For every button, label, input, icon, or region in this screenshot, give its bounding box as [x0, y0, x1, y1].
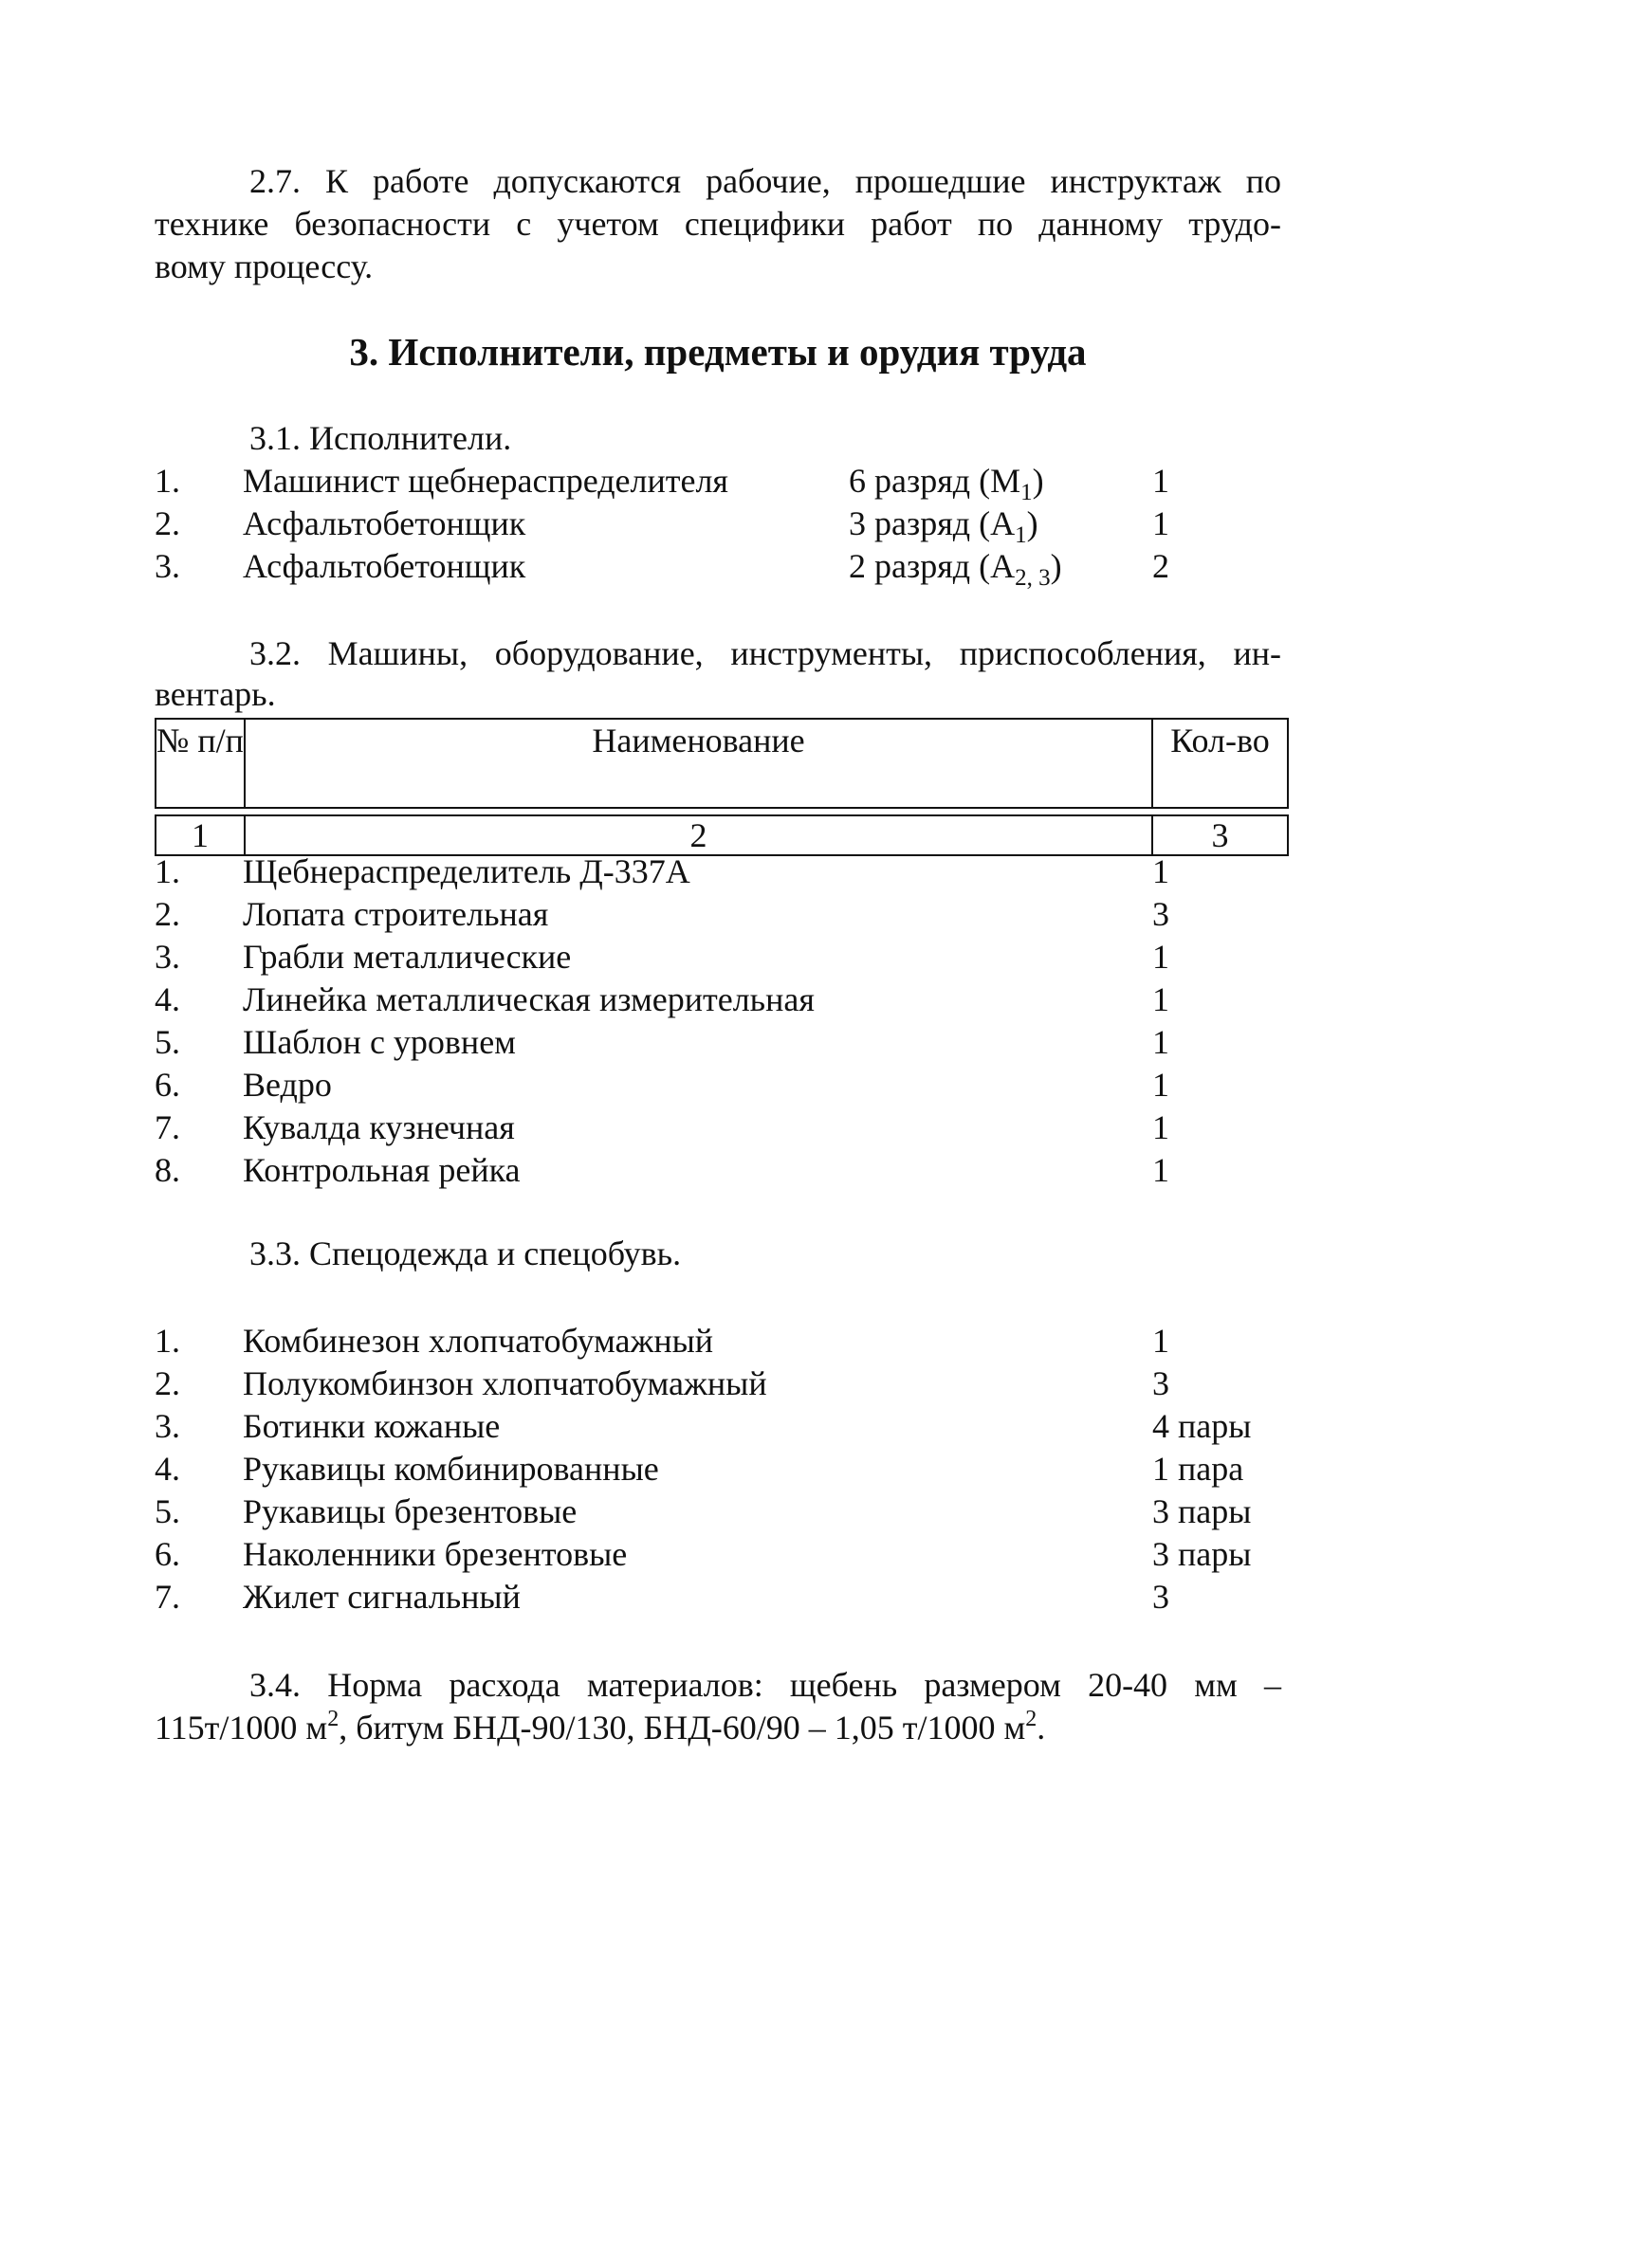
item-name: Кувалда кузнечная — [243, 1108, 515, 1146]
item-number: 8. — [155, 1151, 180, 1189]
list-item — [155, 545, 1283, 591]
column-number: 3 — [1152, 815, 1288, 855]
item-number: 4. — [155, 980, 180, 1018]
column-number: 2 — [245, 815, 1152, 855]
materials-paragraph — [155, 1664, 1281, 1749]
list-item — [155, 1149, 1283, 1192]
list-item — [155, 1021, 1283, 1064]
item-name: Наколенники брезентовые — [243, 1535, 628, 1573]
item-number: 1. — [155, 852, 180, 890]
item-grade: 3 разряд $(А_1)$ — [849, 504, 1038, 548]
clothing-heading: 3.3. Спецодежда и спецобувь. — [249, 1235, 682, 1272]
paragraph-line: технике безопасности с учетом специфики работ по данному трудо- — [155, 205, 1281, 243]
paragraph-line: 3.2. Машины, оборудование, инструменты, приспособления, ин- — [249, 634, 1281, 672]
item-name: Лопата строительная — [243, 895, 549, 933]
list-item — [155, 1064, 1283, 1107]
item-quantity: 1 пара — [1152, 1450, 1244, 1488]
performers-list — [155, 460, 1283, 591]
list-item — [155, 1448, 1283, 1491]
item-quantity: 4 пары — [1152, 1407, 1252, 1445]
item-quantity: 1 — [1152, 1322, 1169, 1360]
list-item — [155, 460, 1283, 503]
item-name: Асфальтобетонщик — [243, 504, 526, 542]
item-quantity: 1 — [1152, 1066, 1169, 1104]
list-item — [155, 503, 1283, 548]
item-quantity: 1 — [1152, 1023, 1169, 1061]
item-number: 2. — [155, 504, 180, 542]
item-number: 1. — [155, 1322, 180, 1360]
column-header-name: Наименование — [245, 719, 1152, 808]
item-number: 7. — [155, 1578, 180, 1616]
paragraph-2-7 — [155, 160, 1281, 288]
performers-heading: 3.1. Исполнители. — [249, 419, 512, 457]
item-name: Рукавицы брезентовые — [243, 1492, 578, 1530]
item-name: Асфальтобетонщик — [243, 547, 526, 585]
list-item — [155, 1405, 1283, 1448]
machines-table-header — [155, 718, 1289, 856]
section-title: 3. Исполнители, предметы и орудия труда — [349, 330, 1087, 374]
item-number: 2. — [155, 895, 180, 933]
item-number: 3. — [155, 547, 180, 585]
paragraph-line: вентарь. — [155, 675, 276, 713]
item-number: 6. — [155, 1535, 180, 1573]
machines-heading — [155, 632, 1281, 713]
paragraph-line: 3.4. Норма расхода материалов: щебень размером 20-40 мм – — [249, 1666, 1281, 1704]
list-item — [155, 936, 1283, 979]
item-name: Ботинки кожаные — [243, 1407, 501, 1445]
list-item — [155, 1363, 1283, 1405]
item-number: 1. — [155, 462, 180, 500]
list-item — [155, 893, 1283, 936]
list-item — [155, 1491, 1283, 1533]
item-number: 6. — [155, 1066, 180, 1104]
item-quantity: 1 — [1152, 1108, 1169, 1146]
item-name: Жилет сигнальный — [243, 1578, 521, 1616]
item-quantity: 3 — [1152, 1578, 1169, 1616]
list-item — [155, 1533, 1283, 1576]
column-number: 1 — [156, 815, 245, 855]
item-grade: 2 разряд $(А_{2, 3})$ — [849, 547, 1062, 591]
paragraph-line: 2.7. К работе допускаются рабочие, прошедшие инструктаж по — [249, 162, 1281, 200]
item-quantity: 2 — [1152, 547, 1169, 585]
item-quantity: 1 — [1152, 462, 1169, 500]
item-name: Грабли металлические — [243, 938, 572, 976]
item-quantity: 1 — [1152, 980, 1169, 1018]
item-name: Полукомбинзон хлопчатобумажный — [243, 1364, 767, 1402]
item-name: Комбинезон хлопчатобумажный — [243, 1322, 714, 1360]
item-grade: 6 разряд $(М_1)$ — [849, 462, 1044, 505]
item-name: Рукавицы комбинированные — [243, 1450, 659, 1488]
item-name: Шаблон с уровнем — [243, 1023, 516, 1061]
item-quantity: 3 пары — [1152, 1535, 1252, 1573]
item-quantity: 3 пары — [1152, 1492, 1252, 1530]
item-quantity: 3 — [1152, 895, 1169, 933]
list-item — [155, 1320, 1283, 1363]
item-number: 3. — [155, 1407, 180, 1445]
machines-list — [155, 850, 1283, 1192]
list-item — [155, 1576, 1283, 1619]
item-number: 4. — [155, 1450, 180, 1488]
list-item — [155, 1107, 1283, 1149]
item-quantity: 1 — [1152, 1151, 1169, 1189]
item-name: Линейка металлическая измерительная — [243, 980, 815, 1018]
item-number: 5. — [155, 1023, 180, 1061]
item-name: Ведро — [243, 1066, 332, 1104]
item-number: 2. — [155, 1364, 180, 1402]
item-quantity: 1 — [1152, 852, 1169, 890]
item-number: 5. — [155, 1492, 180, 1530]
list-item — [155, 850, 1283, 893]
item-number: 7. — [155, 1108, 180, 1146]
clothing-list — [155, 1320, 1283, 1619]
item-quantity: 1 — [1152, 938, 1169, 976]
paragraph-line: 115т/1000 $м^2$, битум БНД-90/130, БНД-60/90 – 1,05 т/1000 $м^2$. — [155, 1707, 1046, 1747]
item-quantity: 3 — [1152, 1364, 1169, 1402]
column-header-number: № п/п — [156, 719, 245, 808]
column-header-quantity: Кол-во — [1152, 719, 1288, 808]
item-name: Щебнераспределитель Д-337А — [243, 852, 690, 890]
paragraph-line: вому процессу. — [155, 247, 374, 285]
item-quantity: 1 — [1152, 504, 1169, 542]
list-item — [155, 979, 1283, 1021]
item-number: 3. — [155, 938, 180, 976]
item-name: Машинист щебнераспределителя — [243, 462, 728, 500]
item-name: Контрольная рейка — [243, 1151, 521, 1189]
